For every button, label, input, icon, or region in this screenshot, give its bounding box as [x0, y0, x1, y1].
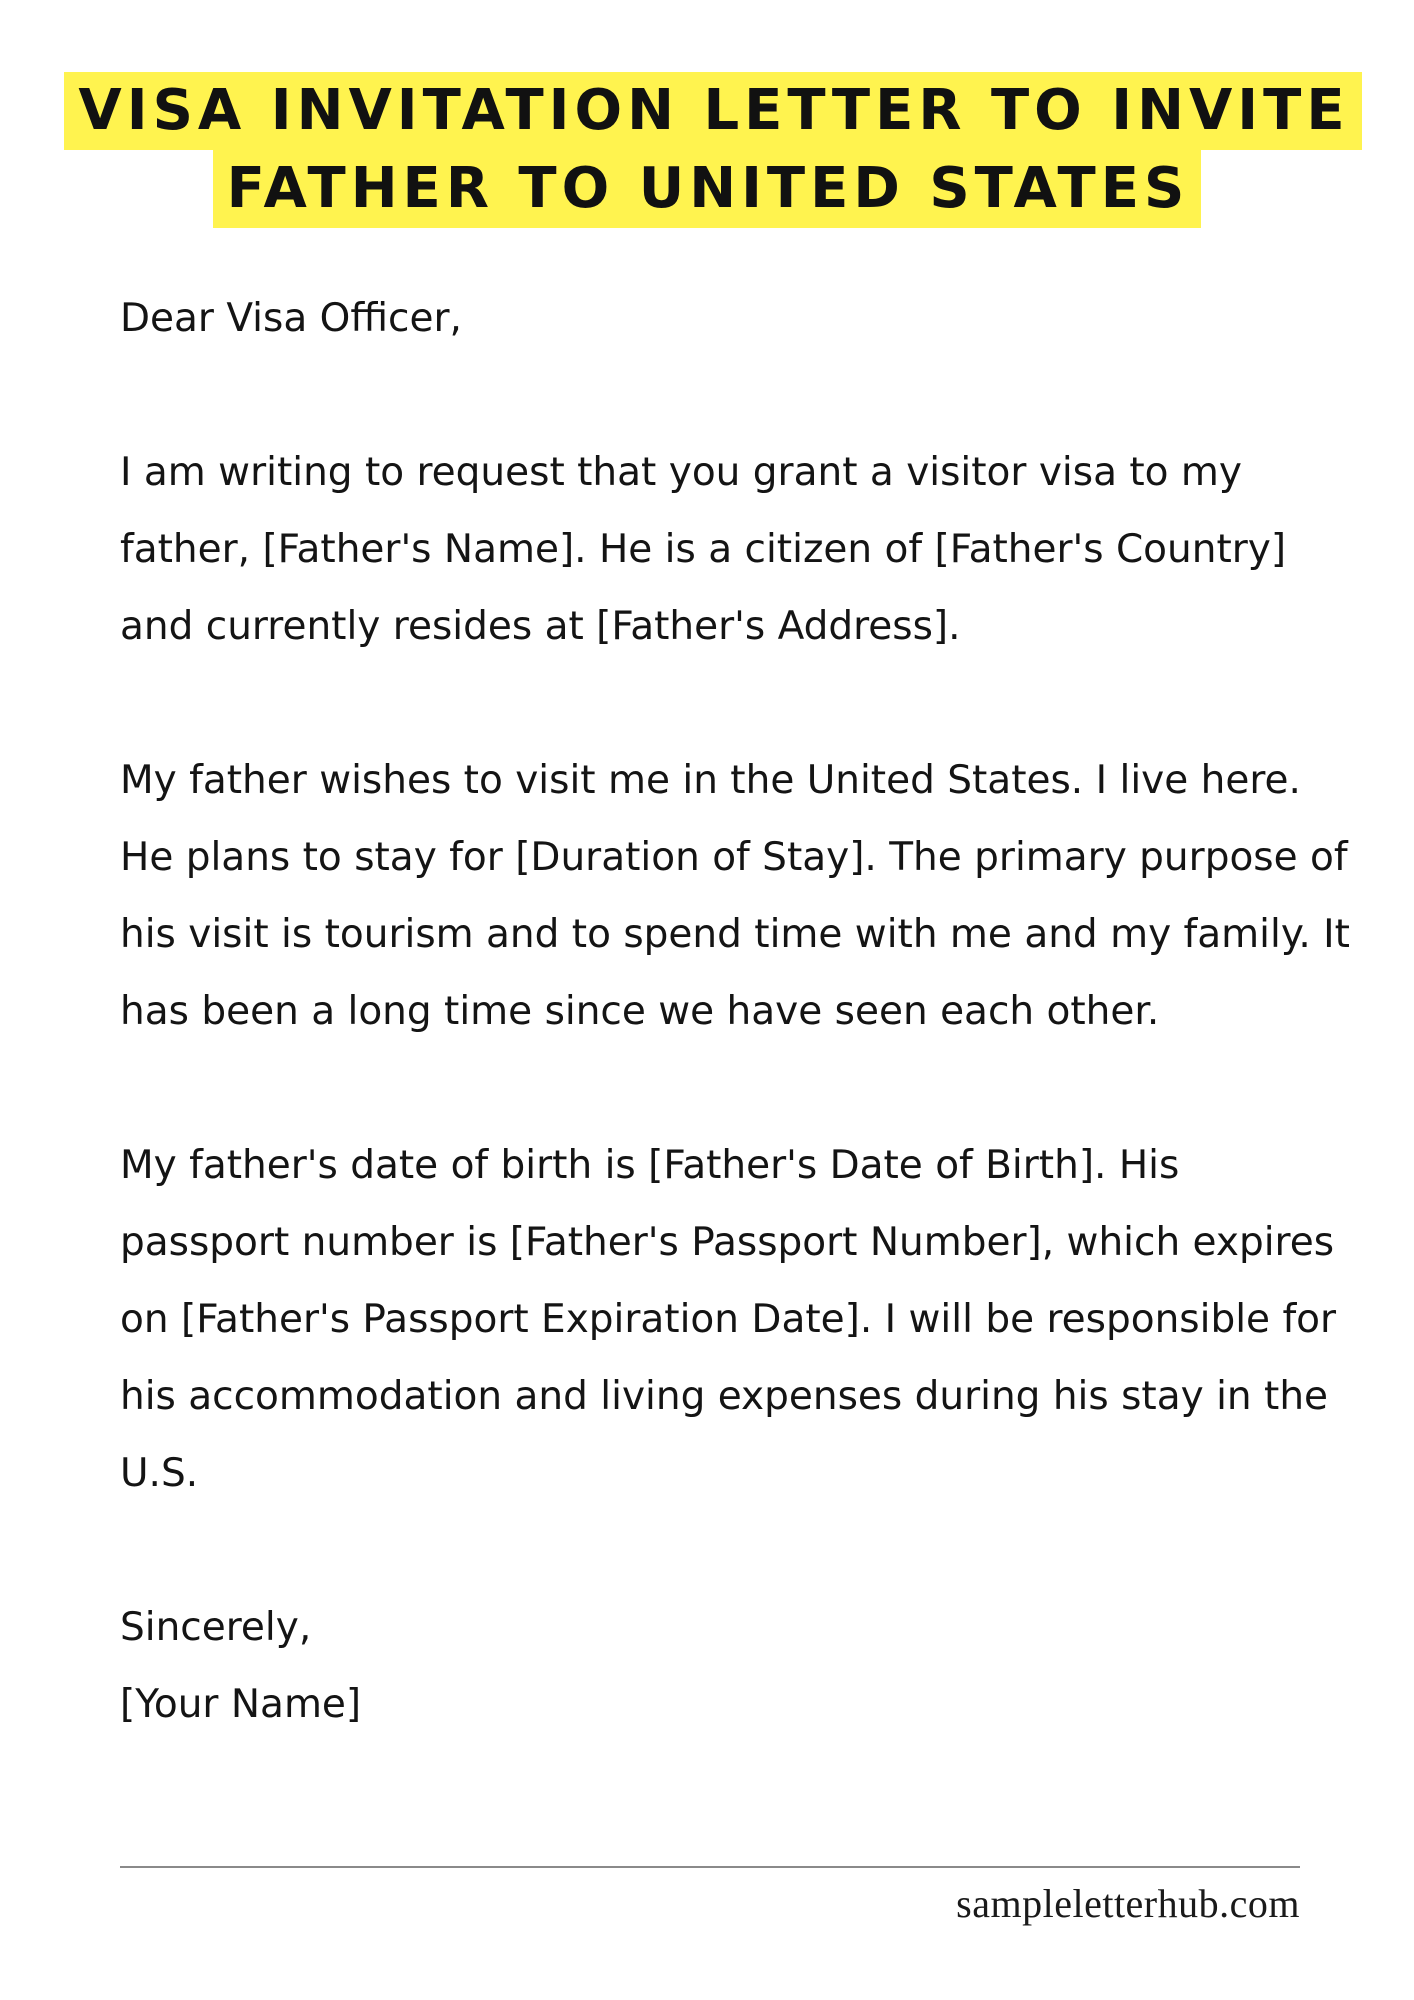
salutation: Dear Visa Officer,: [120, 296, 462, 341]
closing: Sincerely,: [120, 1605, 312, 1650]
paragraph-1: I am writing to request that you grant a visitor visa to my father, [Father's Name]. He is a citizen of [Father's Country] and currently resides at [Father's Address].: [120, 450, 1287, 649]
signature: [Your Name]: [120, 1682, 362, 1727]
footer-site-name: sampleletterhub.com: [956, 1881, 1300, 1926]
letter-body: [120, 280, 1360, 1743]
title-line-1: VISA INVITATION LETTER TO INVITE: [64, 72, 1361, 150]
paragraph-3: My father's date of birth is [Father's Date of Birth]. His passport number is [Father's Passport Number], which expires on [Father's Passport Expiration Date]. I will be responsible for his accommodation and living expenses during his stay in the U.S.: [120, 1143, 1337, 1496]
title-line-2: FATHER TO UNITED STATES: [213, 150, 1202, 228]
title-block: [0, 72, 1414, 228]
paragraph-2: My father wishes to visit me in the United States. I live here. He plans to stay for [Duration of Stay]. The primary purpose of his visit is tourism and to spend time with me and my family. It has been a long time since we have seen each other.: [120, 758, 1350, 1034]
footer-divider: [120, 1866, 1300, 1868]
